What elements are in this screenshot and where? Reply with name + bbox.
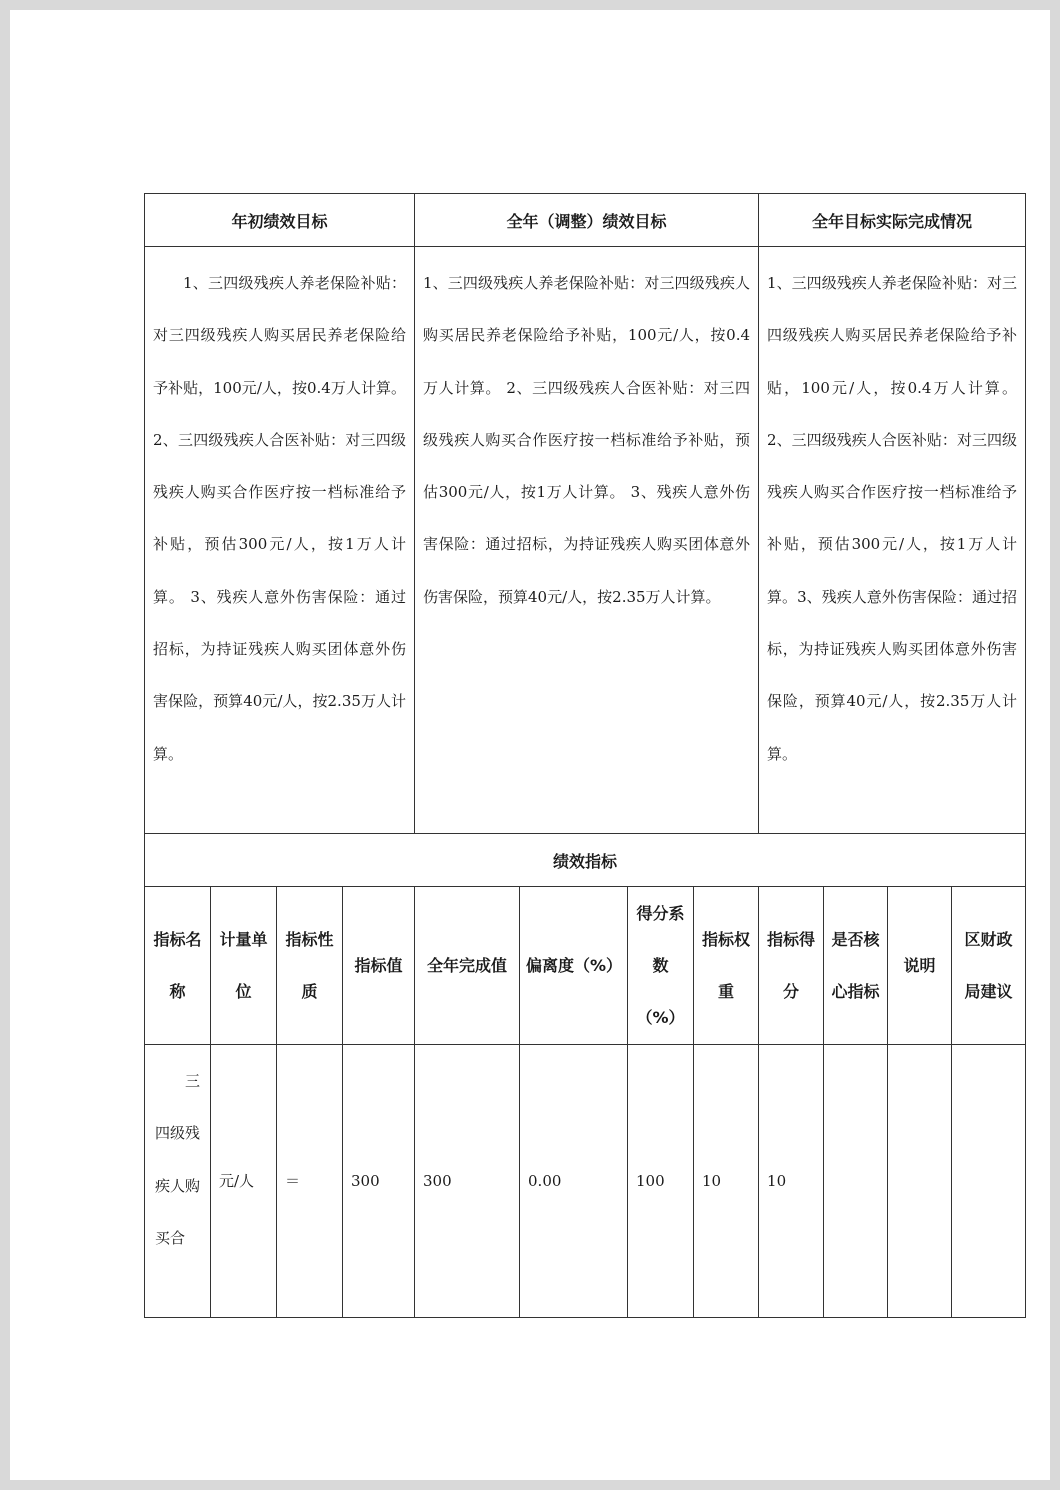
adjusted-goal-text: 1、三四级残疾人养老保险补贴：对三四级残疾人购买居民养老保险给予补贴，100元/人，按0.4万人计算。 2、三四级残疾人合医补贴：对三四级残疾人购买合作医疗按一档标准给予补贴，预估300元/人，按1万人计算。 3、残疾人意外伤害保险：通过招标，为持证残疾人购买团体意外伤害保险，预算40元/人，按2.35万人计算。 bbox=[415, 247, 759, 834]
row-unit: 元/人 bbox=[211, 1045, 277, 1318]
table-row bbox=[145, 1045, 1026, 1318]
header-adjusted-goal: 全年（调整）绩效目标 bbox=[415, 194, 759, 247]
performance-table bbox=[144, 193, 1026, 1318]
document-page bbox=[10, 10, 1050, 1480]
row-score: 10 bbox=[759, 1045, 824, 1318]
row-note bbox=[888, 1045, 952, 1318]
row-deviation: 0.00 bbox=[520, 1045, 628, 1318]
col-indicator-name: 指标名称 bbox=[145, 887, 211, 1045]
initial-goal-text: 1、三四级残疾人养老保险补贴：对三四级残疾人购买居民养老保险给予补贴，100元/人，按0.4万人计算。 2、三四级残疾人合医补贴：对三四级残疾人购买合作医疗按一档标准给予补贴，预估300元/人，按1万人计算。 3、残疾人意外伤害保险：通过招标，为持证残疾人购买团体意外伤害保险，预算40元/人，按2.35万人计算。 bbox=[145, 247, 415, 834]
col-score: 指标得分 bbox=[759, 887, 824, 1045]
col-deviation: 偏离度（%） bbox=[520, 887, 628, 1045]
col-unit: 计量单位 bbox=[211, 887, 277, 1045]
row-score-coef: 100 bbox=[628, 1045, 694, 1318]
actual-completion-text: 1、三四级残疾人养老保险补贴：对三四级残疾人购买居民养老保险给予补贴，100元/人，按0.4万人计算。 2、三四级残疾人合医补贴：对三四级残疾人购买合作医疗按一档标准给予补贴，预估300元/人，按1万人计算。3、残疾人意外伤害保险：通过招标，为持证残疾人购买团体意外伤害保险，预算40元/人，按2.35万人计算。 bbox=[759, 247, 1026, 834]
col-core: 是否核心指标 bbox=[824, 887, 888, 1045]
col-advice: 区财政局建议 bbox=[952, 887, 1026, 1045]
row-nature: ＝ bbox=[277, 1045, 343, 1318]
row-core bbox=[824, 1045, 888, 1318]
col-value: 指标值 bbox=[343, 887, 415, 1045]
col-completed: 全年完成值 bbox=[415, 887, 520, 1045]
row-completed: 300 bbox=[415, 1045, 520, 1318]
row-weight: 10 bbox=[694, 1045, 759, 1318]
section-title: 绩效指标 bbox=[145, 834, 1026, 887]
col-note: 说明 bbox=[888, 887, 952, 1045]
row-value: 300 bbox=[343, 1045, 415, 1318]
row-name: 三四级残疾人购买合 bbox=[145, 1045, 211, 1318]
row-advice bbox=[952, 1045, 1026, 1318]
header-actual-completion: 全年目标实际完成情况 bbox=[759, 194, 1026, 247]
col-score-coef: 得分系数（%） bbox=[628, 887, 694, 1045]
col-weight: 指标权重 bbox=[694, 887, 759, 1045]
col-nature: 指标性质 bbox=[277, 887, 343, 1045]
header-initial-goal: 年初绩效目标 bbox=[145, 194, 415, 247]
